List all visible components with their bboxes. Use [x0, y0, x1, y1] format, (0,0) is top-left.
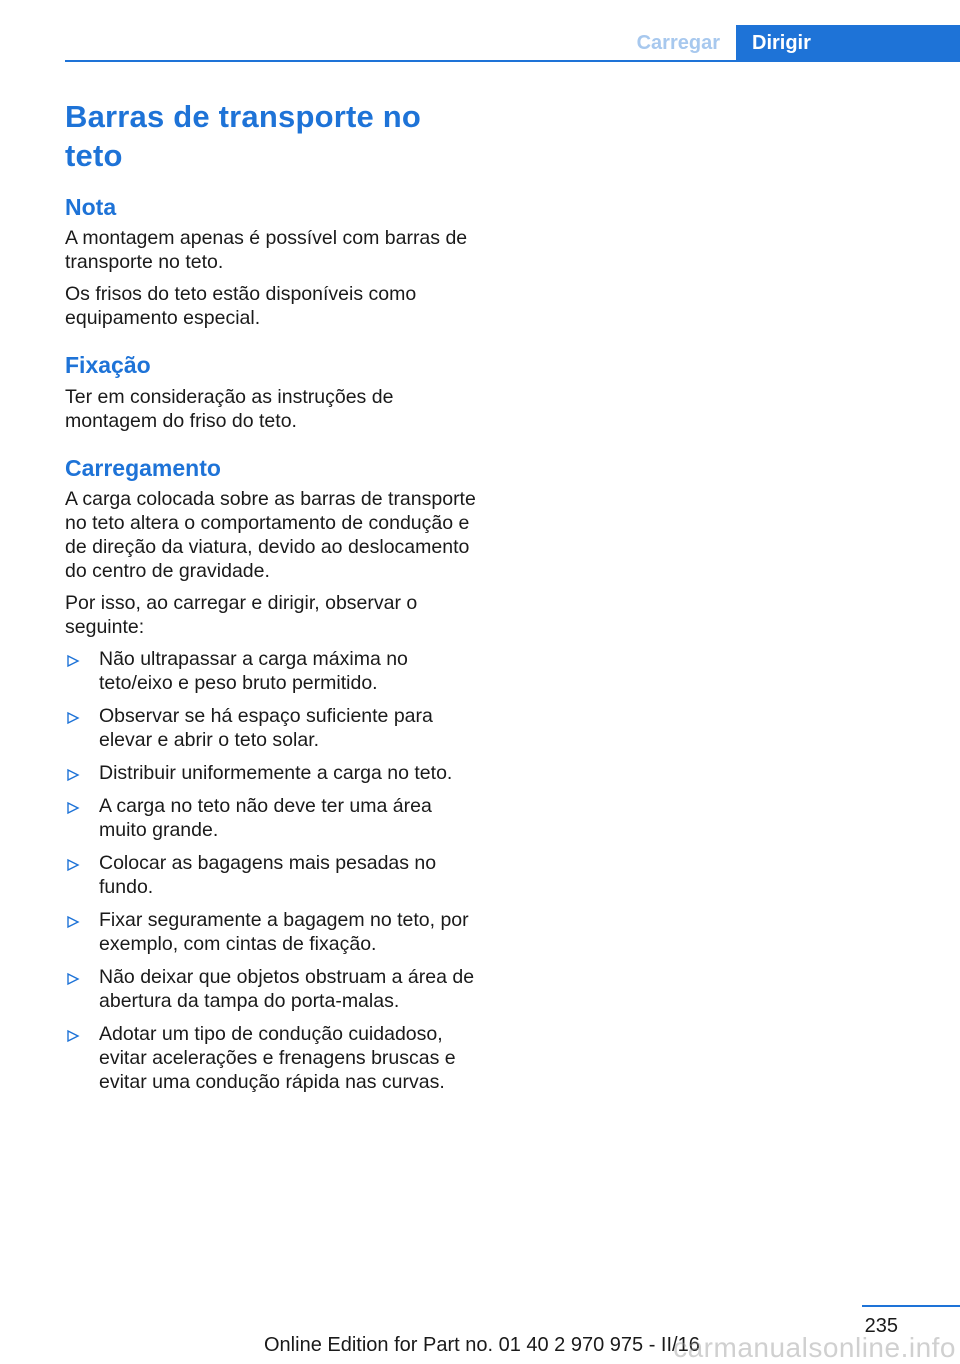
section-heading-carregamento: Carregamento [65, 454, 221, 481]
paragraph: A montagem apenas é possível com barras de transporte no teto. [65, 227, 468, 274]
list-item-text: Não deixar que objetos obstruam a área de abertura da tampa do porta-malas. [99, 966, 475, 1013]
header-divider [65, 60, 960, 62]
page-number: 235 [864, 1315, 898, 1337]
list-item [65, 851, 480, 899]
list-item [65, 908, 480, 956]
list-item [65, 761, 480, 785]
page-title: Barras de transporte no teto [65, 99, 422, 173]
section-heading-nota: Nota [65, 193, 117, 220]
list-item [65, 1022, 480, 1094]
paragraph: Por isso, ao carregar e dirigir, observar o seguinte: [65, 592, 418, 639]
section-fixacao [65, 352, 480, 433]
list-item-text: Colocar as bagagens mais pesadas no fundo. [99, 852, 437, 899]
list-item [65, 965, 480, 1013]
list-item-text: Não ultrapassar a carga máxima no teto/eixo e peso bruto permitido. [99, 648, 408, 695]
list-item [65, 704, 480, 752]
list-item-text: Distribuir uniformemente a carga no teto. [99, 762, 453, 785]
main-content [65, 98, 480, 1116]
section-nota [65, 194, 480, 331]
paragraph: A carga colocada sobre as barras de transporte no teto altera o comportamento de condução e de direção da viatura, devido ao deslocamento do centro de gravidade. [65, 488, 476, 583]
tab-carregar[interactable]: Carregar [636, 32, 720, 54]
section-heading-fixacao: Fixação [65, 352, 151, 379]
list-item-text: Observar se há espaço suficiente para elevar e abrir o teto solar. [99, 705, 433, 752]
tab-dirigir[interactable]: Dirigir [736, 25, 960, 61]
list-item [65, 647, 480, 695]
section-carregamento [65, 455, 480, 1095]
footer-divider [862, 1305, 960, 1307]
list-item [65, 794, 480, 842]
watermark: carmanualsonline.info [673, 1332, 956, 1363]
list-item-text: Fixar seguramente a bagagem no teto, por exemplo, com cintas de fixação. [99, 909, 469, 956]
list-item-text: A carga no teto não deve ter uma área muito grande. [99, 795, 432, 842]
bullet-list [65, 647, 480, 1094]
paragraph: Os frisos do teto estão disponíveis como equipamento especial. [65, 283, 417, 330]
edition-note: Online Edition for Part no. 01 40 2 970 975 - II/16 [264, 1334, 700, 1356]
list-item-text: Adotar um tipo de condução cuidadoso, evitar acelerações e frenagens bruscas e evitar uma condução rápida nas curvas. [99, 1023, 456, 1094]
paragraph: Ter em consideração as instruções de montagem do friso do teto. [65, 385, 394, 432]
